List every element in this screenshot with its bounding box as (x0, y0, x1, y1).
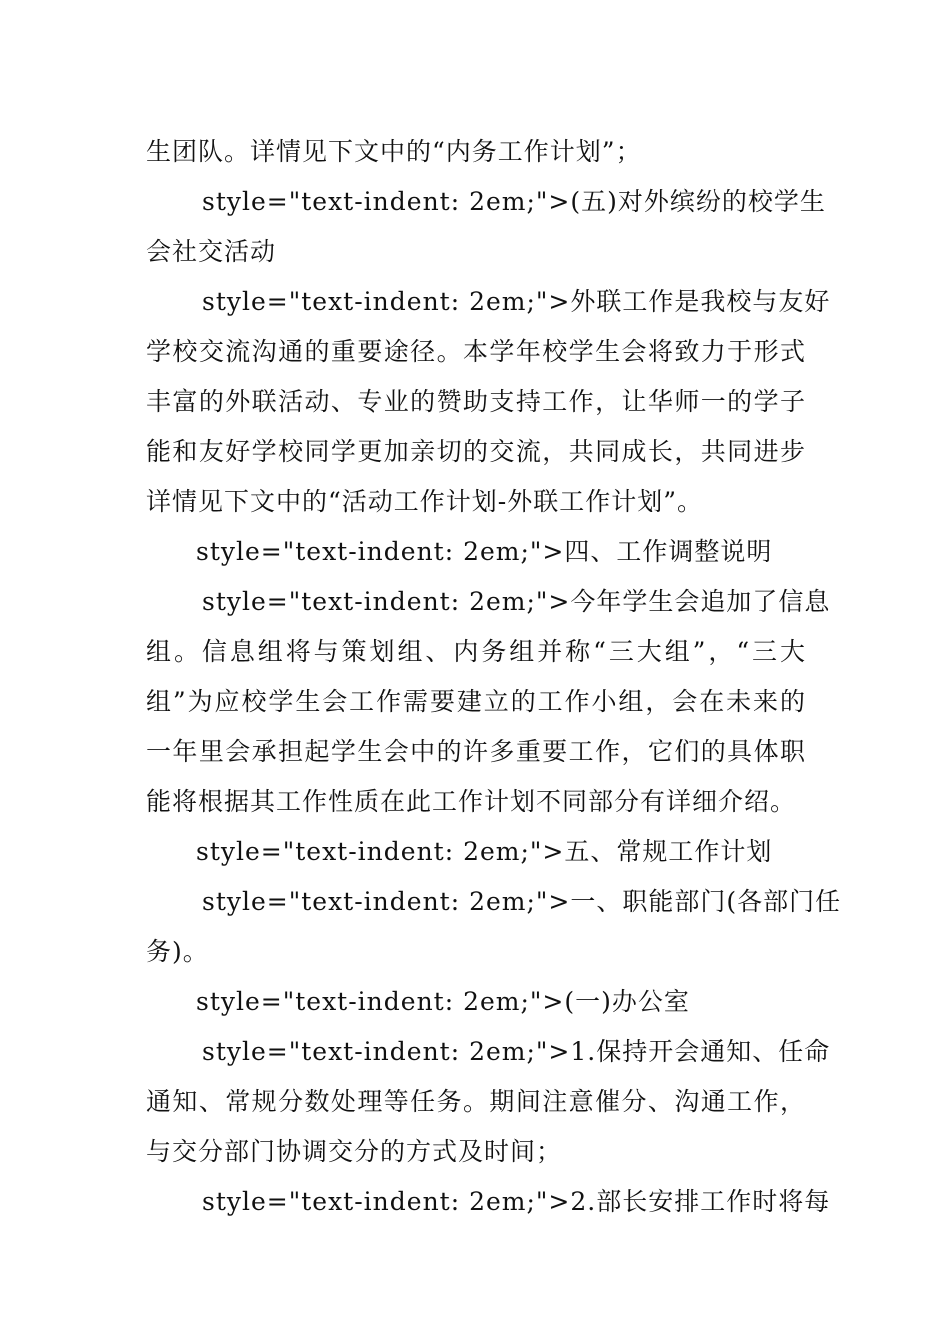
text-line-1: 生团队。详情见下文中的“内务工作计划”； (146, 137, 642, 166)
text-line-7: 能和友好学校同学更加亲切的交流，共同成长，共同进步 (146, 437, 806, 466)
text-line-5: 学校交流沟通的重要途径。本学年校学生会将致力于形式 (146, 337, 806, 366)
text-line-17: 务)。 (146, 937, 209, 966)
text-line-20: 通知、常规分数处理等任务。期间注意催分、沟通工作， (146, 1087, 806, 1116)
text-line-16: style="text-indent: 2em;">一、职能部门(各部门任 (202, 887, 842, 916)
text-line-10: style="text-indent: 2em;">今年学生会追加了信息 (202, 587, 831, 616)
text-line-18: style="text-indent: 2em;">(一)办公室 (196, 987, 690, 1016)
text-line-22: style="text-indent: 2em;">2.部长安排工作时将每 (202, 1187, 831, 1216)
text-line-15: style="text-indent: 2em;">五、常规工作计划 (196, 837, 773, 866)
text-line-14: 能将根据其工作性质在此工作计划不同部分有详细介绍。 (146, 787, 797, 816)
text-line-11: 组。信息组将与策划组、内务组并称“三大组”，“三大 (146, 637, 806, 666)
text-line-19: style="text-indent: 2em;">1.保持开会通知、任命 (202, 1037, 831, 1066)
text-line-4: style="text-indent: 2em;">外联工作是我校与友好 (202, 287, 831, 316)
text-line-8: 详情见下文中的“活动工作计划-外联工作计划”。 (146, 487, 704, 516)
text-line-9: style="text-indent: 2em;">四、工作调整说明 (196, 537, 773, 566)
text-line-12: 组”为应校学生会工作需要建立的工作小组，会在未来的 (146, 687, 806, 716)
text-line-13: 一年里会承担起学生会中的许多重要工作，它们的具体职 (146, 737, 806, 766)
text-line-3: 会社交活动 (146, 237, 277, 266)
text-line-6: 丰富的外联活动、专业的赞助支持工作，让华师一的学子 (146, 387, 806, 416)
text-line-2: style="text-indent: 2em;">(五)对外缤纷的校学生 (202, 187, 826, 216)
text-line-21: 与交分部门协调交分的方式及时间； (146, 1137, 563, 1166)
